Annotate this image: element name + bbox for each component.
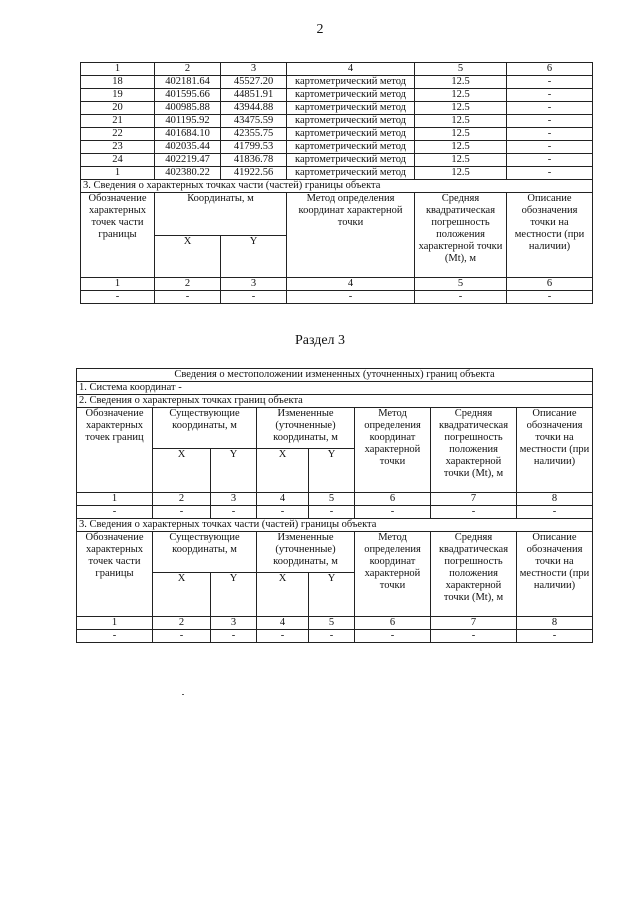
error: 12.5 xyxy=(415,115,507,128)
empty-cell: - xyxy=(211,630,257,643)
empty-cell: - xyxy=(257,506,309,519)
y-header: Y xyxy=(309,573,355,617)
table-row xyxy=(81,141,593,154)
point-number: 18 xyxy=(81,76,155,89)
x-header: X xyxy=(257,449,309,493)
header-cell: 6 xyxy=(507,63,593,76)
designation-header: Обозначение характерных точек границ xyxy=(77,408,153,493)
description: - xyxy=(507,154,593,167)
section-3-title: 3. Сведения о характерных точках части (частей) границы объекта xyxy=(77,519,593,532)
number-cell: 3 xyxy=(211,493,257,506)
empty-cell: - xyxy=(287,291,415,304)
description: - xyxy=(507,115,593,128)
empty-cell: - xyxy=(81,291,155,304)
number-cell: 5 xyxy=(309,617,355,630)
error-header: Средняя квадратическая погрешность положения характерной точки (Mt), м xyxy=(431,408,517,493)
empty-cell: - xyxy=(153,630,211,643)
header-cell: 3 xyxy=(221,63,287,76)
point-number: 21 xyxy=(81,115,155,128)
y-header: Y xyxy=(221,235,287,278)
error: 12.5 xyxy=(415,89,507,102)
changed-coords-header: Измененные (уточненные) координаты, м xyxy=(257,532,355,573)
empty-cell: - xyxy=(415,291,507,304)
number-cell: 4 xyxy=(257,617,309,630)
point-number: 22 xyxy=(81,128,155,141)
number-cell: 1 xyxy=(77,617,153,630)
empty-cell: - xyxy=(431,506,517,519)
number-cell: 1 xyxy=(81,278,155,291)
designation-header: Обозначение характерных точек части границы xyxy=(77,532,153,617)
y-coordinate: 43475.59 xyxy=(221,115,287,128)
y-header: Y xyxy=(309,449,355,493)
point-number: 1 xyxy=(81,167,155,180)
empty-cell: - xyxy=(221,291,287,304)
point-number: 24 xyxy=(81,154,155,167)
empty-cell: - xyxy=(77,630,153,643)
x-header: X xyxy=(155,235,221,278)
header-cell: 1 xyxy=(81,63,155,76)
number-cell: 4 xyxy=(257,493,309,506)
coordinate-system: 1. Система координат - xyxy=(77,382,593,395)
number-cell: 2 xyxy=(155,278,221,291)
table-header-row xyxy=(81,63,593,76)
point-number: 23 xyxy=(81,141,155,154)
empty-cell: - xyxy=(309,630,355,643)
empty-cell: - xyxy=(153,506,211,519)
method: картометрический метод xyxy=(287,102,415,115)
coordinate-system-row xyxy=(77,382,593,395)
x-coordinate: 402219.47 xyxy=(155,154,221,167)
error: 12.5 xyxy=(415,128,507,141)
number-cell: 6 xyxy=(507,278,593,291)
page-number: 2 xyxy=(316,22,324,37)
method: картометрический метод xyxy=(287,154,415,167)
existing-coords-header: Существующие координаты, м xyxy=(153,408,257,449)
y-coordinate: 41799.53 xyxy=(221,141,287,154)
table-row xyxy=(81,89,593,102)
x-coordinate: 402035.44 xyxy=(155,141,221,154)
description: - xyxy=(507,102,593,115)
empty-cell: - xyxy=(155,291,221,304)
column-number-row xyxy=(77,617,593,630)
designation-header: Обозначение характерных точек части границы xyxy=(81,193,155,278)
empty-row xyxy=(81,291,593,304)
table-row xyxy=(81,102,593,115)
number-cell: 6 xyxy=(355,493,431,506)
number-cell: 8 xyxy=(517,617,593,630)
point-number: 20 xyxy=(81,102,155,115)
number-cell: 5 xyxy=(309,493,355,506)
number-cell: 5 xyxy=(415,278,507,291)
number-cell: 8 xyxy=(517,493,593,506)
y-header: Y xyxy=(211,573,257,617)
y-coordinate: 44851.91 xyxy=(221,89,287,102)
error-header: Средняя квадратическая погрешность положения характерной точки (Mt), м xyxy=(415,193,507,278)
number-cell: 2 xyxy=(153,617,211,630)
empty-cell: - xyxy=(355,630,431,643)
coordinates-table xyxy=(80,62,593,304)
column-header-row xyxy=(77,408,593,449)
x-header: X xyxy=(153,573,211,617)
x-coordinate: 400985.88 xyxy=(155,102,221,115)
y-header: Y xyxy=(211,449,257,493)
column-number-row xyxy=(77,493,593,506)
section-row xyxy=(81,180,593,193)
empty-cell: - xyxy=(211,506,257,519)
number-cell: 1 xyxy=(77,493,153,506)
error: 12.5 xyxy=(415,102,507,115)
description: - xyxy=(507,76,593,89)
method-header: Метод определения координат характерной точки xyxy=(355,532,431,617)
y-coordinate: 41836.78 xyxy=(221,154,287,167)
changed-borders-table xyxy=(76,368,593,643)
empty-row xyxy=(77,630,593,643)
empty-cell: - xyxy=(257,630,309,643)
error: 12.5 xyxy=(415,167,507,180)
method: картометрический метод xyxy=(287,76,415,89)
x-coordinate: 402380.22 xyxy=(155,167,221,180)
x-coordinate: 402181.64 xyxy=(155,76,221,89)
error: 12.5 xyxy=(415,141,507,154)
number-cell: 2 xyxy=(153,493,211,506)
table-row xyxy=(81,76,593,89)
empty-cell: - xyxy=(507,291,593,304)
method: картометрический метод xyxy=(287,89,415,102)
section-row xyxy=(77,395,593,408)
header-cell: 4 xyxy=(287,63,415,76)
section-3-title: 3. Сведения о характерных точках части (частей) границы объекта xyxy=(81,180,593,193)
description-header: Описание обозначения точки на местности (при наличии) xyxy=(507,193,593,278)
table-title-row xyxy=(77,369,593,382)
table-row xyxy=(81,167,593,180)
number-cell: 3 xyxy=(221,278,287,291)
y-coordinate: 45527.20 xyxy=(221,76,287,89)
header-cell: 2 xyxy=(155,63,221,76)
header-cell: 5 xyxy=(415,63,507,76)
empty-cell: - xyxy=(517,630,593,643)
empty-cell: - xyxy=(431,630,517,643)
number-cell: 3 xyxy=(211,617,257,630)
column-header-row xyxy=(77,532,593,573)
number-cell: 7 xyxy=(431,493,517,506)
method: картометрический метод xyxy=(287,167,415,180)
description: - xyxy=(507,89,593,102)
table-row xyxy=(81,128,593,141)
description: - xyxy=(507,141,593,154)
section-title: Раздел 3 xyxy=(294,333,346,348)
empty-cell: - xyxy=(77,506,153,519)
section-2-title: 2. Сведения о характерных точках границ объекта xyxy=(77,395,593,408)
number-cell: 6 xyxy=(355,617,431,630)
method: картометрический метод xyxy=(287,141,415,154)
description-header: Описание обозначения точки на местности (при наличии) xyxy=(517,408,593,493)
x-header: X xyxy=(153,449,211,493)
method-header: Метод определения координат характерной точки xyxy=(355,408,431,493)
empty-cell: - xyxy=(309,506,355,519)
error: 12.5 xyxy=(415,154,507,167)
point-number: 19 xyxy=(81,89,155,102)
scan-speck xyxy=(182,694,184,695)
error-header: Средняя квадратическая погрешность положения характерной точки (Mt), м xyxy=(431,532,517,617)
table-title: Сведения о местоположении измененных (уточненных) границ объекта xyxy=(77,369,593,382)
coords-header: Координаты, м xyxy=(155,193,287,236)
column-number-row xyxy=(81,278,593,291)
table-row xyxy=(81,154,593,167)
existing-coords-header: Существующие координаты, м xyxy=(153,532,257,573)
table-row xyxy=(81,115,593,128)
description-header: Описание обозначения точки на местности (при наличии) xyxy=(517,532,593,617)
x-coordinate: 401195.92 xyxy=(155,115,221,128)
method: картометрический метод xyxy=(287,128,415,141)
method: картометрический метод xyxy=(287,115,415,128)
x-coordinate: 401595.66 xyxy=(155,89,221,102)
y-coordinate: 42355.75 xyxy=(221,128,287,141)
column-header-row xyxy=(81,193,593,236)
description: - xyxy=(507,167,593,180)
x-coordinate: 401684.10 xyxy=(155,128,221,141)
number-cell: 7 xyxy=(431,617,517,630)
changed-coords-header: Измененные (уточненные) координаты, м xyxy=(257,408,355,449)
y-coordinate: 41922.56 xyxy=(221,167,287,180)
x-header: X xyxy=(257,573,309,617)
method-header: Метод определения координат характерной точки xyxy=(287,193,415,278)
description: - xyxy=(507,128,593,141)
number-cell: 4 xyxy=(287,278,415,291)
error: 12.5 xyxy=(415,76,507,89)
y-coordinate: 43944.88 xyxy=(221,102,287,115)
empty-cell: - xyxy=(355,506,431,519)
empty-cell: - xyxy=(517,506,593,519)
empty-row xyxy=(77,506,593,519)
section-row xyxy=(77,519,593,532)
